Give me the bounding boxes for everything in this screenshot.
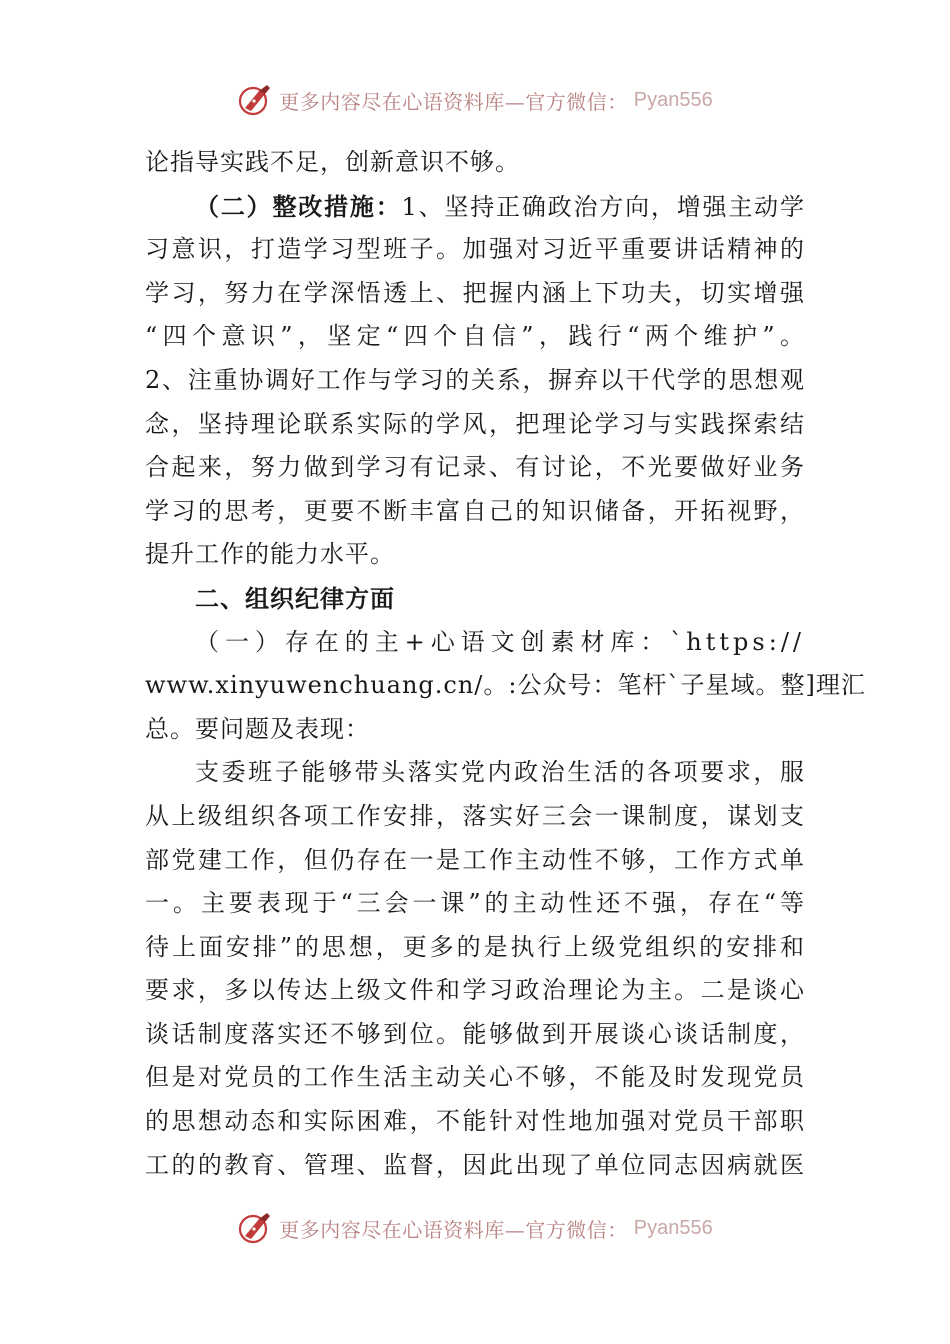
text-line: 工的的教育、管理、监督，因此出现了单位同志因病就医 xyxy=(145,1150,805,1179)
pen-nib-logo-icon xyxy=(237,1210,273,1246)
pen-nib-logo-icon xyxy=(237,82,273,118)
section-label-measures: （二）整改措施： xyxy=(195,191,402,221)
text-line: 提升工作的能力水平。 xyxy=(145,540,395,569)
text-line: 学习的思考，更要不断丰富自己的知识储备，开拓视野， xyxy=(145,496,805,525)
text-line: 2、注重协调好工作与学习的关系，摒弃以干代学的思想观 xyxy=(145,365,805,394)
text-line: 念，坚持理论联系实际的学风，把理论学习与实践探索结 xyxy=(145,409,805,438)
paragraph-measures-line xyxy=(145,185,805,229)
text-span: 1、坚持正确政治方向，增强主动学 xyxy=(401,192,805,221)
text-line: 支委班子能够带头落实党内政治生活的各项要求，服 xyxy=(195,758,805,787)
watermark-text: 更多内容尽在心语资料库—官方微信： xyxy=(279,1217,628,1242)
text-line: 部党建工作，但仍存在一是工作主动性不够，工作方式单 xyxy=(145,845,805,874)
text-line: 习意识，打造学习型班子。加强对习近平重要讲话精神的 xyxy=(145,235,805,264)
text-line: “四个意识”，坚定“四个自信”，践行“两个维护”。 xyxy=(145,322,805,351)
text-line: 待上面安排”的思想，更多的是执行上级党组织的安排和 xyxy=(145,932,805,961)
watermark-banner-bottom xyxy=(0,1208,950,1248)
text-line: 合起来，努力做到学习有记录、有讨论，不光要做好业务 xyxy=(145,453,805,482)
document-body xyxy=(145,141,866,1187)
watermark-wechat-id: Pyan556 xyxy=(633,88,713,111)
text-line: 从上级组织各项工作安排，落实好三会一课制度，谋划支 xyxy=(145,801,805,830)
text-line: 但是对党员的工作生活主动关心不够，不能及时发现党员 xyxy=(145,1063,805,1092)
section-heading: 二、组织纪律方面 xyxy=(195,583,395,613)
text-line: www.xinyuwenchuang.cn/。:公众号：笔杆`子星域。整]理汇 xyxy=(145,671,866,700)
text-line: 一。主要表现于“三会一课”的主动性还不强，存在“等 xyxy=(145,889,805,918)
text-line: 学习，努力在学深悟透上、把握内涵上下功夫，切实增强 xyxy=(145,278,805,307)
text-line: 论指导实践不足，创新意识不够。 xyxy=(145,148,520,176)
watermark-banner-top xyxy=(0,80,950,120)
text-line: （一）存在的主+心语文创素材库：`https:// xyxy=(195,627,805,656)
watermark-text: 更多内容尽在心语资料库—官方微信： xyxy=(279,89,628,114)
watermark-wechat-id: Pyan556 xyxy=(633,1216,713,1239)
text-line: 的思想动态和实际困难，不能针对性地加强对党员干部职 xyxy=(145,1107,805,1136)
text-line: 谈话制度落实还不够到位。能够做到开展谈心谈话制度， xyxy=(145,1019,805,1048)
text-line: 总。要问题及表现： xyxy=(145,714,370,743)
text-line: 要求，多以传达上级文件和学习政治理论为主。二是谈心 xyxy=(145,976,805,1005)
